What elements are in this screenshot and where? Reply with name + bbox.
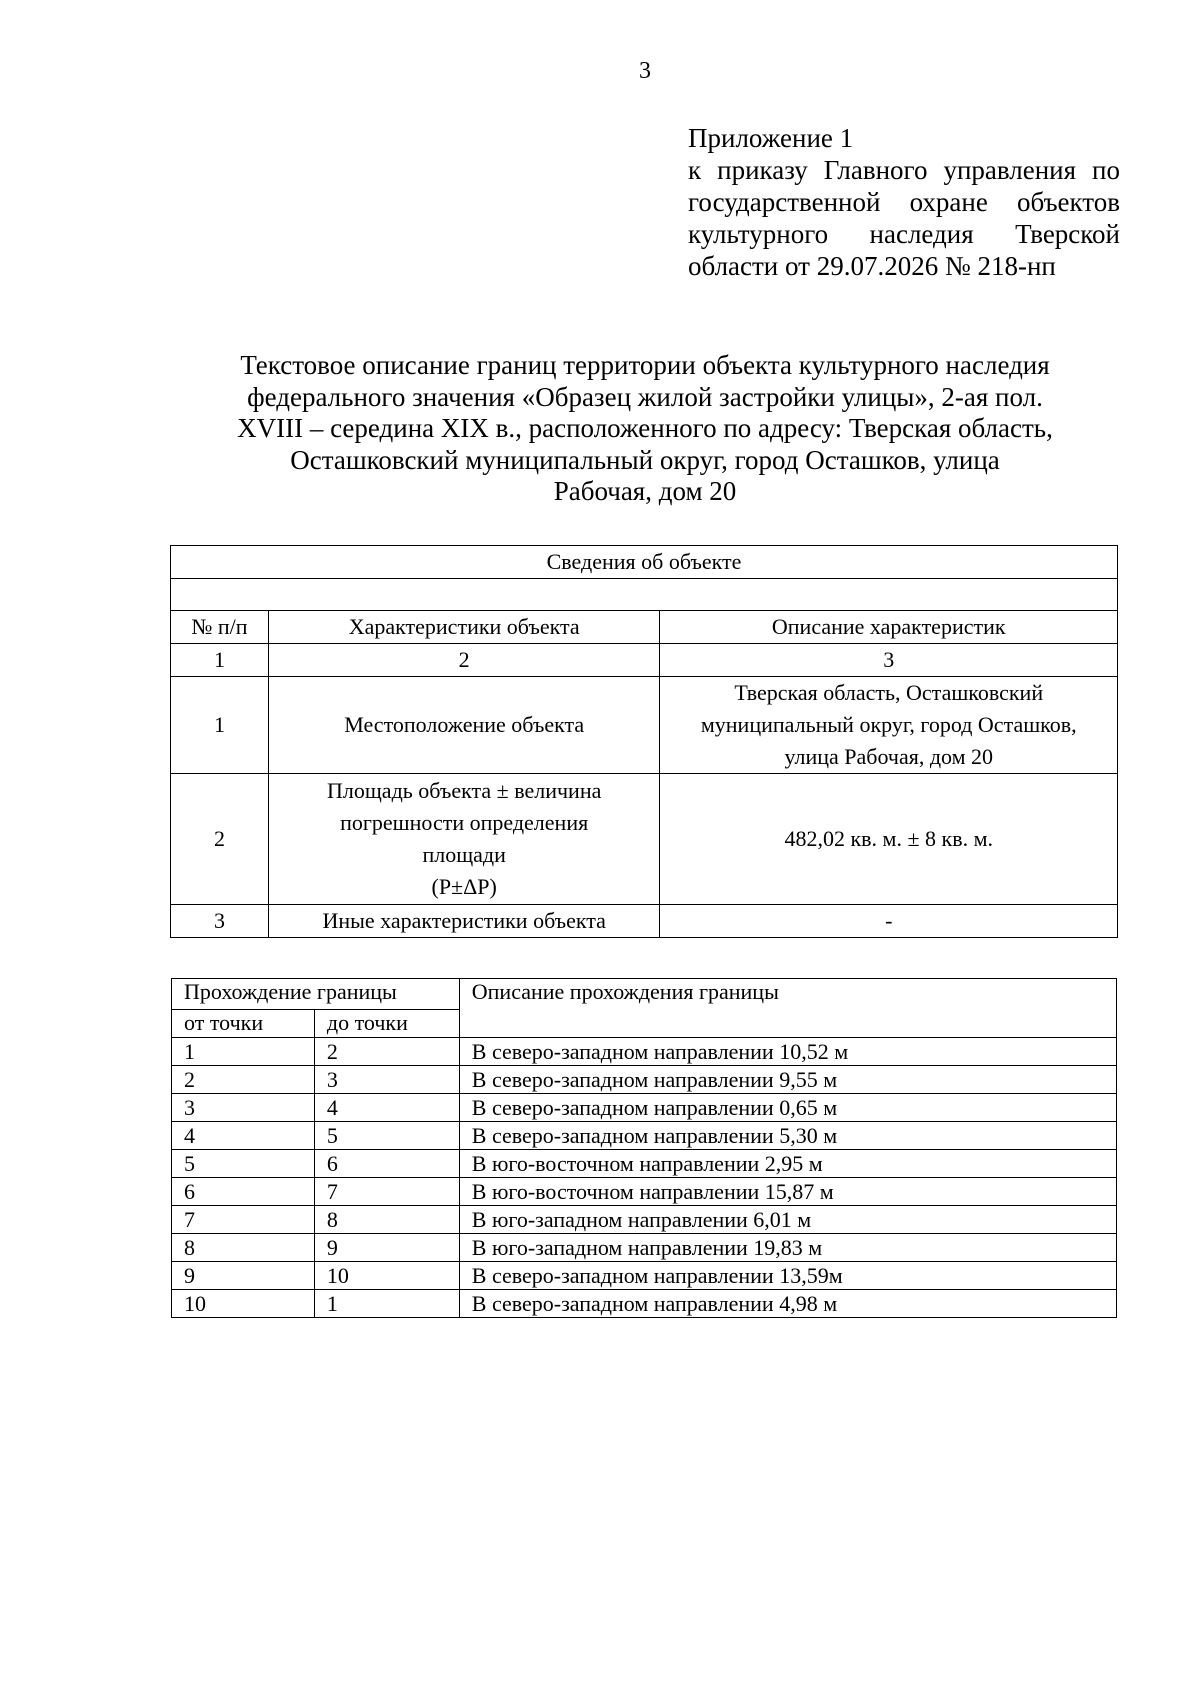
appendix-title: Приложение 1: [688, 123, 854, 153]
description-cell: В юго-западном направлении 6,01 м: [459, 1206, 1116, 1234]
to-point-cell: 10: [314, 1262, 459, 1290]
description-cell: В северо-западном направлении 10,52 м: [459, 1038, 1116, 1066]
name-line: площади: [422, 842, 506, 867]
table-row: [172, 1206, 1117, 1234]
appendix-body: к приказу Главного управления по государственной охране объектов культурного наследия Тверской области от 29.07.2026 № 218-нп: [688, 155, 1120, 281]
header-to-point: до точки: [314, 1010, 459, 1038]
description-cell: В северо-западном направлении 13,59м: [459, 1262, 1116, 1290]
name-line: погрешности определения: [340, 810, 589, 835]
to-point-cell: 6: [314, 1150, 459, 1178]
to-point-cell: 7: [314, 1178, 459, 1206]
characteristic-value: -: [660, 905, 1118, 938]
table-row: [172, 1290, 1117, 1318]
characteristic-value: 482,02 кв. м. ± 8 кв. м.: [660, 774, 1118, 905]
from-point-cell: 4: [172, 1122, 315, 1150]
characteristic-name: Местоположение объекта: [268, 677, 660, 774]
description-cell: В северо-западном направлении 9,55 м: [459, 1066, 1116, 1094]
object-info-table: [170, 545, 1118, 938]
page-number: 3: [639, 58, 651, 84]
from-point-cell: 7: [172, 1206, 315, 1234]
document-title: [170, 350, 1120, 508]
characteristic-value: [660, 677, 1118, 774]
document-title-line: XVIII – середина XIX в., расположенного по адресу: Тверская область,: [237, 413, 1053, 443]
to-point-cell: 2: [314, 1038, 459, 1066]
from-point-cell: 10: [172, 1290, 315, 1318]
table-caption: Сведения об объекте: [171, 546, 1118, 579]
column-header: Характеристики объекта: [268, 611, 660, 644]
to-point-cell: 1: [314, 1290, 459, 1318]
table-row: [171, 905, 1118, 938]
table-row: [172, 1122, 1117, 1150]
to-point-cell: 5: [314, 1122, 459, 1150]
value-line: Тверская область, Осташковский: [734, 680, 1044, 705]
row-number: 1: [171, 677, 269, 774]
from-point-cell: 6: [172, 1178, 315, 1206]
description-cell: В северо-западном направлении 0,65 м: [459, 1094, 1116, 1122]
column-number: 2: [268, 644, 660, 677]
document-title-line: Осташковский муниципальный округ, город Осташков, улица: [290, 444, 1000, 475]
boundary-table: [171, 978, 1117, 1318]
from-point-cell: 9: [172, 1262, 315, 1290]
column-header: Описание характеристик: [660, 611, 1118, 644]
to-point-cell: 3: [314, 1066, 459, 1094]
column-number: 1: [171, 644, 269, 677]
table-row: [172, 1038, 1117, 1066]
document-title-line: федерального значения «Образец жилой застройки улицы», 2-ая пол.: [247, 381, 1043, 412]
header-boundary-passage: Прохождение границы: [172, 979, 460, 1010]
value-line: муниципальный округ, город Осташков,: [700, 712, 1077, 737]
table-row: [171, 677, 1118, 774]
from-point-cell: 5: [172, 1150, 315, 1178]
from-point-cell: 1: [172, 1038, 315, 1066]
header-from-point: от точки: [172, 1010, 315, 1038]
document-title-line: Текстовое описание границ территории объекта культурного наследия: [240, 350, 1050, 380]
table-row: [172, 1066, 1117, 1094]
header-boundary-description: Описание прохождения границы: [459, 979, 1116, 1038]
description-cell: В северо-западном направлении 5,30 м: [459, 1122, 1116, 1150]
document-title-line: Рабочая, дом 20: [553, 476, 737, 506]
to-point-cell: 8: [314, 1206, 459, 1234]
name-line: Площадь объекта ± величина: [327, 778, 602, 803]
description-cell: В юго-восточном направлении 2,95 м: [459, 1150, 1116, 1178]
from-point-cell: 2: [172, 1066, 315, 1094]
to-point-cell: 4: [314, 1094, 459, 1122]
name-line: (Р±ΔР): [431, 874, 497, 899]
table-row: [172, 1234, 1117, 1262]
table-row: [172, 1094, 1117, 1122]
characteristic-name: Иные характеристики объекта: [268, 905, 660, 938]
description-cell: В юго-западном направлении 19,83 м: [459, 1234, 1116, 1262]
from-point-cell: 8: [172, 1234, 315, 1262]
column-header: № п/п: [171, 611, 269, 644]
row-number: 3: [171, 905, 269, 938]
table-row: [172, 1150, 1117, 1178]
to-point-cell: 9: [314, 1234, 459, 1262]
characteristic-name: [268, 774, 660, 905]
table-row: [172, 1262, 1117, 1290]
row-number: 2: [171, 774, 269, 905]
description-cell: В северо-западном направлении 4,98 м: [459, 1290, 1116, 1318]
description-cell: В юго-восточном направлении 15,87 м: [459, 1178, 1116, 1206]
value-line: улица Рабочая, дом 20: [784, 744, 994, 769]
table-row: [171, 774, 1118, 905]
from-point-cell: 3: [172, 1094, 315, 1122]
column-number: 3: [660, 644, 1118, 677]
table-empty-row: [171, 579, 1118, 611]
appendix-header: [688, 122, 1120, 282]
table-row: [172, 1178, 1117, 1206]
